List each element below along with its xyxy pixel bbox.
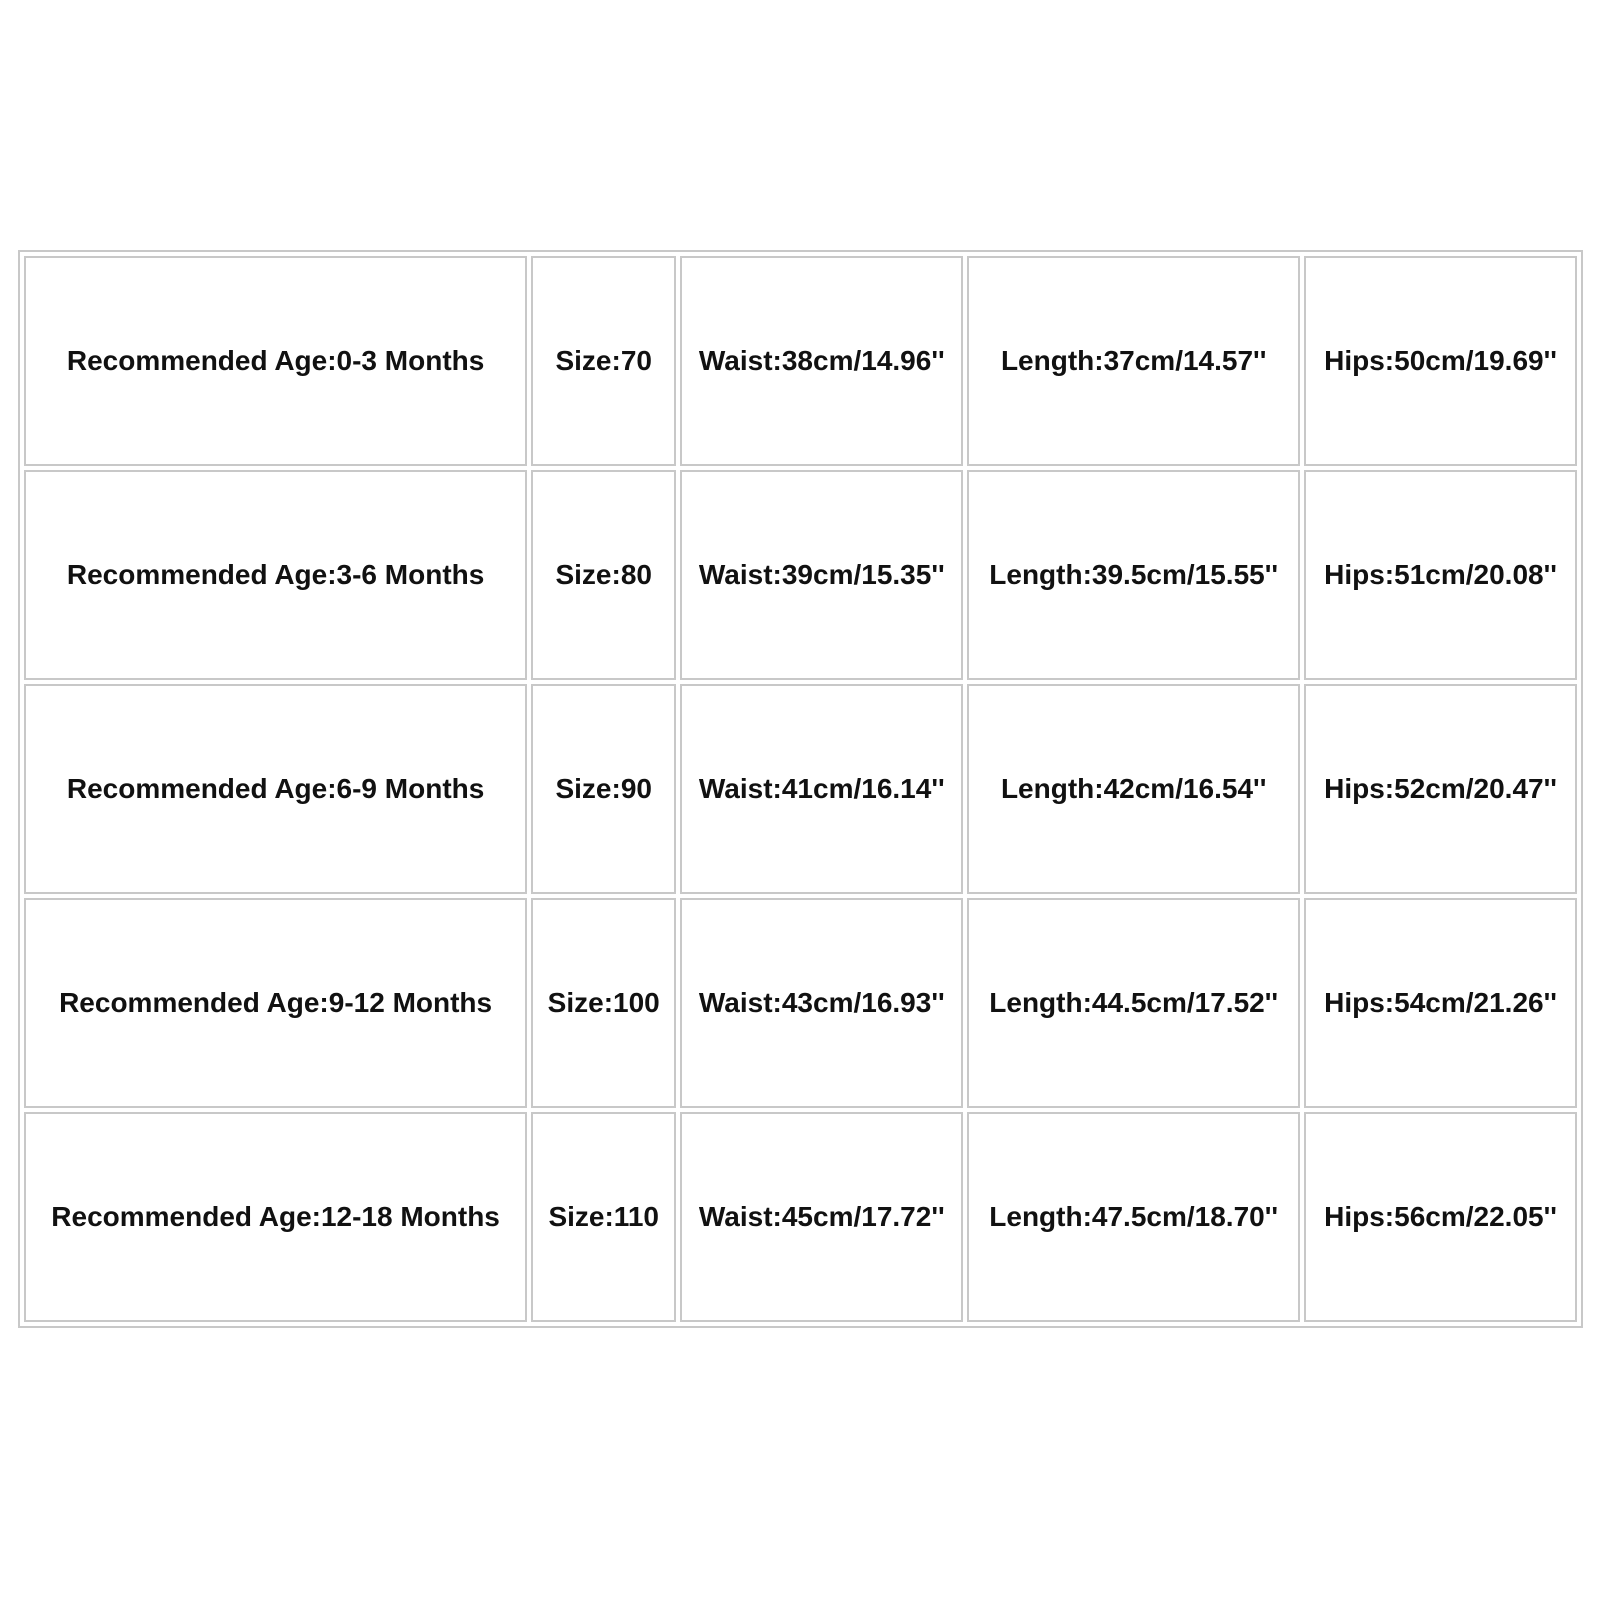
length-cell: Length:37cm/14.57'' — [967, 256, 1300, 466]
size-cell: Size:100 — [531, 898, 676, 1108]
size-cell: Size:90 — [531, 684, 676, 894]
hips-cell: Hips:50cm/19.69'' — [1304, 256, 1577, 466]
length-cell: Length:39.5cm/15.55'' — [967, 470, 1300, 680]
hips-cell: Hips:56cm/22.05'' — [1304, 1112, 1577, 1322]
size-cell: Size:70 — [531, 256, 676, 466]
waist-cell: Waist:38cm/14.96'' — [680, 256, 963, 466]
table-row — [24, 684, 1577, 894]
length-cell: Length:42cm/16.54'' — [967, 684, 1300, 894]
hips-cell: Hips:52cm/20.47'' — [1304, 684, 1577, 894]
table-row — [24, 470, 1577, 680]
size-cell: Size:110 — [531, 1112, 676, 1322]
hips-cell: Hips:51cm/20.08'' — [1304, 470, 1577, 680]
size-chart-table — [18, 250, 1583, 1328]
table-row — [24, 898, 1577, 1108]
age-cell: Recommended Age:0-3 Months — [24, 256, 527, 466]
waist-cell: Waist:39cm/15.35'' — [680, 470, 963, 680]
age-cell: Recommended Age:9-12 Months — [24, 898, 527, 1108]
length-cell: Length:44.5cm/17.52'' — [967, 898, 1300, 1108]
waist-cell: Waist:43cm/16.93'' — [680, 898, 963, 1108]
table-row — [24, 1112, 1577, 1322]
age-cell: Recommended Age:3-6 Months — [24, 470, 527, 680]
hips-cell: Hips:54cm/21.26'' — [1304, 898, 1577, 1108]
age-cell: Recommended Age:6-9 Months — [24, 684, 527, 894]
age-cell: Recommended Age:12-18 Months — [24, 1112, 527, 1322]
size-cell: Size:80 — [531, 470, 676, 680]
length-cell: Length:47.5cm/18.70'' — [967, 1112, 1300, 1322]
table-row — [24, 256, 1577, 466]
waist-cell: Waist:45cm/17.72'' — [680, 1112, 963, 1322]
waist-cell: Waist:41cm/16.14'' — [680, 684, 963, 894]
